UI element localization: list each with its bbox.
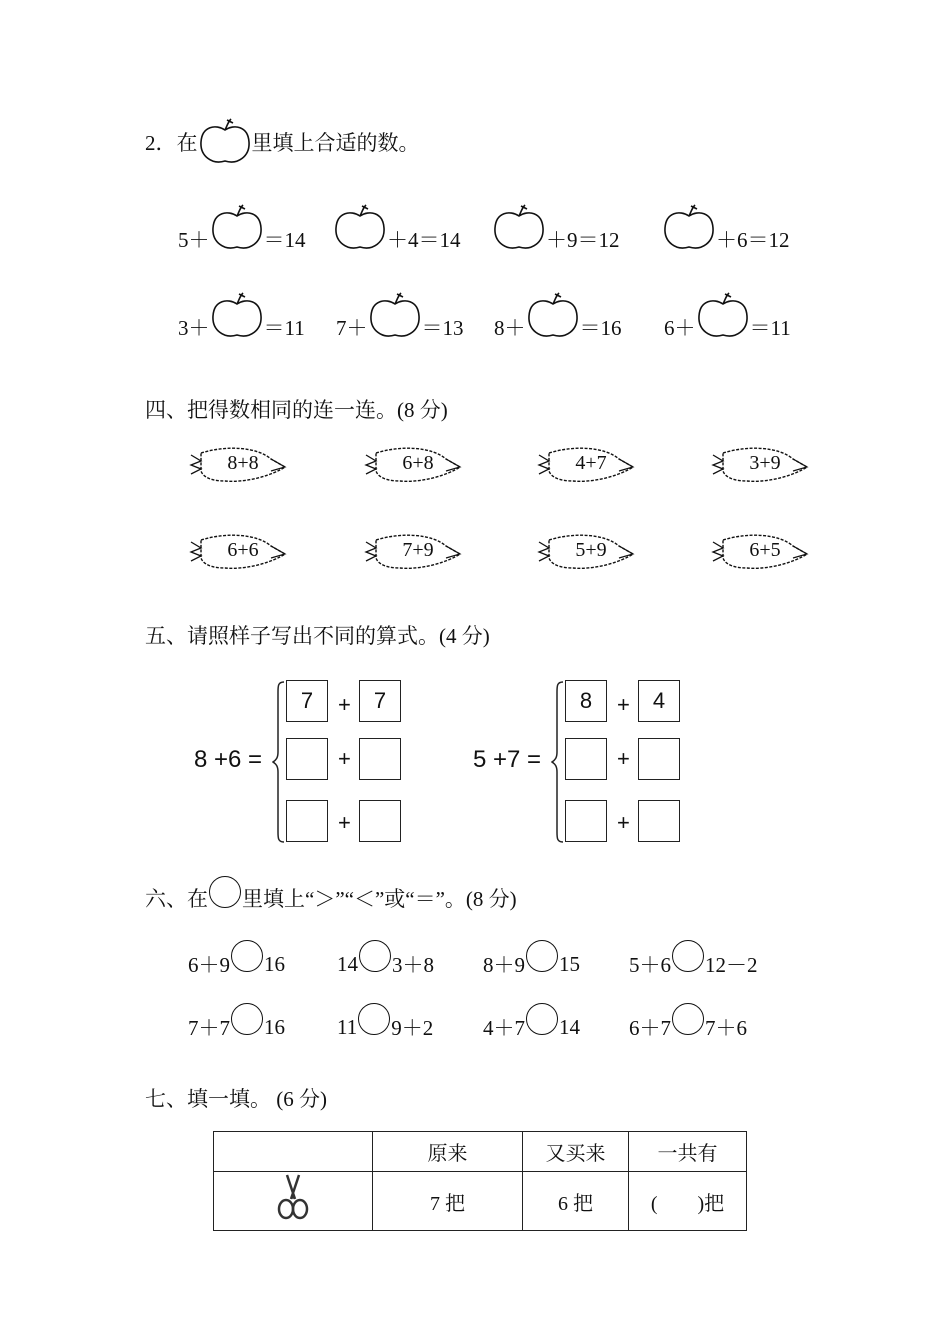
- equation-right: ＋6＝12: [716, 228, 790, 252]
- comparison-left: 14: [337, 951, 358, 976]
- comparison: [188, 944, 285, 984]
- comparison-right: 3＋8: [392, 953, 434, 977]
- equation: [333, 202, 461, 254]
- table-header-cell: 又买来: [523, 1132, 629, 1172]
- comparison-right: 15: [559, 951, 580, 976]
- apple-icon[interactable]: [368, 290, 422, 342]
- carrot-card[interactable]: [362, 528, 462, 574]
- equation-left: 3＋: [178, 316, 210, 340]
- comparison-left: 6＋7: [629, 1016, 671, 1040]
- equation-right: ＝16: [579, 316, 622, 340]
- section2-heading: [145, 116, 420, 168]
- apple-icon[interactable]: [492, 202, 546, 254]
- carrot-label: 5+9: [575, 539, 607, 561]
- carrot-card[interactable]: [535, 528, 635, 574]
- answer-box: 7: [359, 680, 401, 722]
- compare-circle[interactable]: [359, 940, 391, 972]
- answer-box: 8: [565, 680, 607, 722]
- comparison-right: 12－2: [705, 953, 758, 977]
- equation-left: 7＋: [336, 316, 368, 340]
- decomposition-label: 5 +7 =: [473, 746, 542, 773]
- plus-sign: +: [617, 692, 630, 717]
- carrot-label: 4+7: [575, 452, 607, 474]
- compare-circle[interactable]: [672, 940, 704, 972]
- table-header-cell: 原来: [373, 1132, 523, 1172]
- plus-sign: +: [617, 746, 630, 771]
- answer-box[interactable]: [359, 738, 401, 780]
- section6-heading-prefix: 六、在: [145, 887, 208, 911]
- carrot-card[interactable]: [535, 441, 635, 487]
- comparison-left: 7＋7: [188, 1016, 230, 1040]
- equation: [178, 290, 305, 342]
- answer-box: 4: [638, 680, 680, 722]
- apple-icon[interactable]: [696, 290, 750, 342]
- comparison-right: 14: [559, 1014, 580, 1039]
- equation: [664, 290, 791, 342]
- compare-circle[interactable]: [526, 1003, 558, 1035]
- table-header-cell: [214, 1132, 373, 1172]
- equation: [494, 290, 622, 342]
- comparison-left: 11: [337, 1014, 358, 1039]
- scissors-icon: [273, 1173, 313, 1223]
- carrot-label: 8+8: [227, 452, 259, 474]
- comparison: [188, 1007, 285, 1047]
- equation-right: ＋9＝12: [546, 228, 620, 252]
- plus-sign: +: [617, 810, 630, 835]
- compare-circle[interactable]: [672, 1003, 704, 1035]
- comparison-right: 16: [264, 1014, 285, 1039]
- answer-box[interactable]: [286, 738, 328, 780]
- answer-box[interactable]: [565, 738, 607, 780]
- equation: [492, 202, 620, 254]
- carrot-card[interactable]: [187, 441, 287, 487]
- carrot-label: 6+6: [227, 539, 259, 561]
- comparison: [629, 944, 758, 984]
- section7-heading: 七、填一填。 (6 分): [145, 1087, 327, 1111]
- comparison: [337, 944, 434, 984]
- comparison: [483, 944, 580, 984]
- carrot-label: 6+5: [749, 539, 781, 561]
- carrot-card[interactable]: [709, 528, 809, 574]
- carrot-label: 7+9: [402, 539, 434, 561]
- plus-sign: +: [338, 692, 351, 717]
- section2-heading-suffix: 里填上合适的数。: [251, 131, 420, 155]
- compare-circle[interactable]: [358, 1003, 390, 1035]
- apple-icon: [198, 116, 252, 168]
- apple-icon[interactable]: [210, 290, 264, 342]
- table-cell: 6 把: [523, 1172, 629, 1231]
- comparison-right: 9＋2: [391, 1016, 434, 1040]
- equation-right: ＝11: [749, 316, 791, 340]
- total-answer-cell[interactable]: ( )把: [629, 1172, 747, 1231]
- apple-icon[interactable]: [662, 202, 716, 254]
- equation-right: ＝11: [263, 316, 305, 340]
- plus-sign: +: [338, 746, 351, 771]
- table-cell: 7 把: [373, 1172, 523, 1231]
- circle-icon: [209, 876, 241, 908]
- table-row: [214, 1172, 747, 1231]
- carrot-card[interactable]: [362, 441, 462, 487]
- comparison: [629, 1007, 747, 1047]
- section6-heading-suffix: 里填上“＞”“＜”或“＝”。(8 分): [242, 887, 517, 911]
- table-header-row: [214, 1132, 747, 1172]
- brace-icon: [551, 680, 565, 844]
- apple-icon[interactable]: [210, 202, 264, 254]
- comparison-left: 4＋7: [483, 1016, 525, 1040]
- comparison-right: 16: [264, 951, 285, 976]
- apple-icon[interactable]: [526, 290, 580, 342]
- plus-sign: +: [338, 810, 351, 835]
- compare-circle[interactable]: [526, 940, 558, 972]
- answer-box: 7: [286, 680, 328, 722]
- answer-box[interactable]: [286, 800, 328, 842]
- equation-left: 6＋: [664, 316, 696, 340]
- section6-heading: [145, 878, 517, 918]
- carrot-card[interactable]: [187, 528, 287, 574]
- comparison-left: 6＋9: [188, 953, 230, 977]
- equation: [336, 290, 464, 342]
- comparison-right: 7＋6: [705, 1016, 747, 1040]
- equation-right: ＝14: [263, 228, 306, 252]
- section2-heading-prefix: 2．在: [145, 131, 198, 155]
- answer-box[interactable]: [359, 800, 401, 842]
- equation: [662, 202, 790, 254]
- comparison: [483, 1007, 580, 1047]
- carrot-label: 3+9: [749, 452, 781, 474]
- fill-table: [213, 1131, 747, 1231]
- equation-right: ＝13: [421, 316, 464, 340]
- compare-circle[interactable]: [231, 1003, 263, 1035]
- answer-box[interactable]: [638, 800, 680, 842]
- comparison-left: 5＋6: [629, 953, 671, 977]
- table-header-cell: 一共有: [629, 1132, 747, 1172]
- comparison-left: 8＋9: [483, 953, 525, 977]
- brace-icon: [272, 680, 286, 844]
- carrot-card[interactable]: [709, 441, 809, 487]
- carrot-label: 6+8: [402, 452, 434, 474]
- decomposition-label: 8 +6 =: [194, 746, 263, 773]
- section5-heading: 五、请照样子写出不同的算式。(4 分): [145, 624, 490, 648]
- table-cell: [214, 1172, 373, 1231]
- answer-box[interactable]: [565, 800, 607, 842]
- equation: [178, 202, 306, 254]
- equation-left: 5＋: [178, 228, 210, 252]
- answer-box[interactable]: [638, 738, 680, 780]
- compare-circle[interactable]: [231, 940, 263, 972]
- equation-right: ＋4＝14: [387, 228, 461, 252]
- apple-icon[interactable]: [333, 202, 387, 254]
- section4-heading: 四、把得数相同的连一连。(8 分): [145, 398, 448, 422]
- comparison: [337, 1007, 433, 1047]
- equation-left: 8＋: [494, 316, 526, 340]
